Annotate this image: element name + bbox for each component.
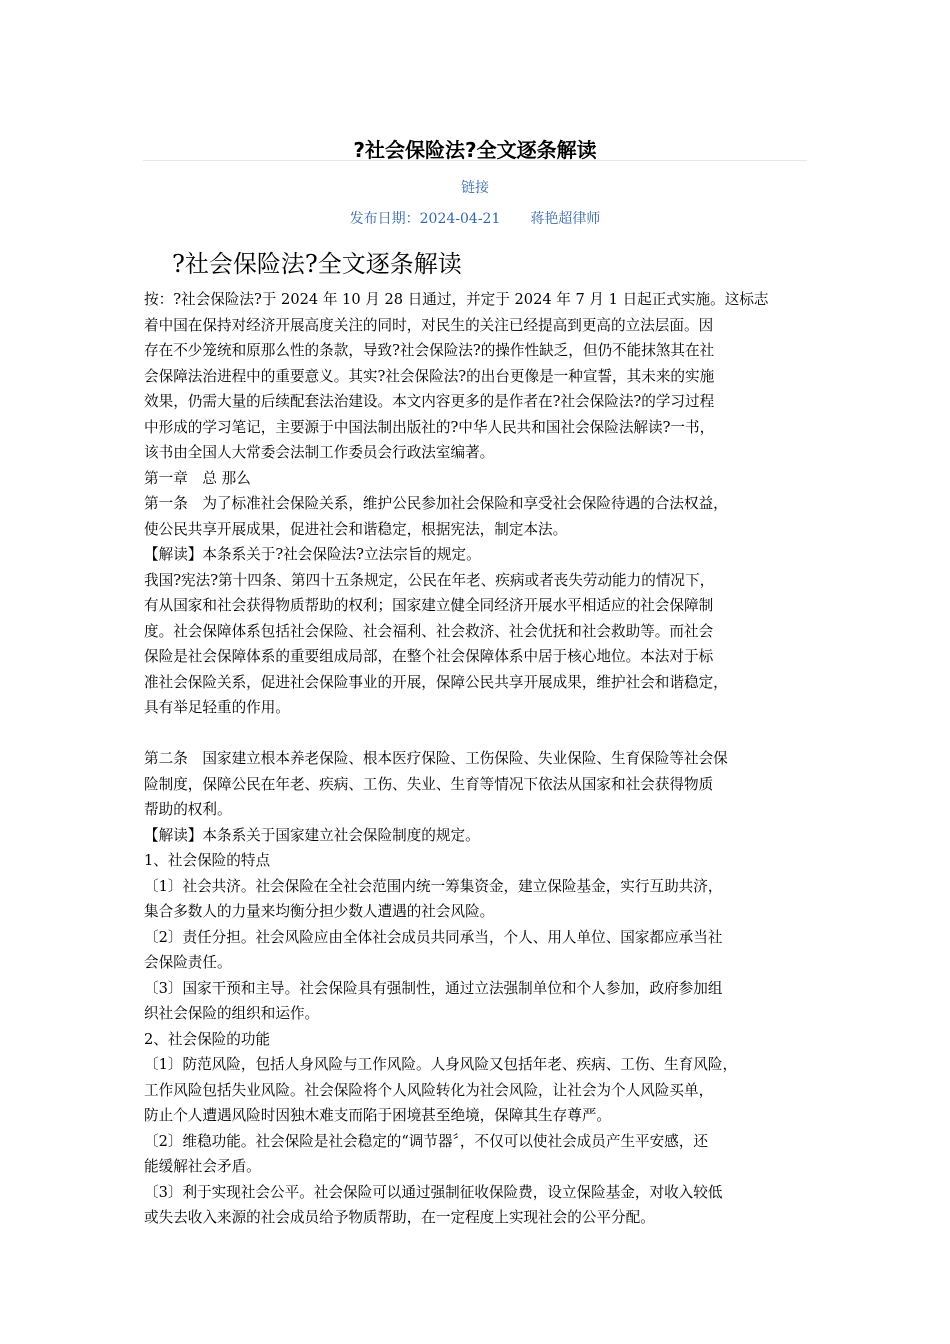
body-line: 险制度，保障公民在年老、疾病、工伤、失业、生育等情况下依法从国家和社会获得物质 (144, 775, 714, 793)
body-line: 度。社会保障体系包括社会保险、社会福利、社会救济、社会优抚和社会救助等。而社会 (144, 622, 714, 640)
body-line: 〔2〕责任分担。社会风险应由全体社会成员共同承当，个人、用人单位、国家都应承当社 (144, 928, 723, 946)
body-line: 2、社会保险的功能 (144, 1030, 271, 1048)
body-line: 第一条 为了标准社会保险关系，维护公民参加社会保险和享受社会保险待遇的合法权益， (144, 495, 728, 512)
body-line: 准社会保险关系，促进社会保险事业的开展，保障公民共享开展成果，维护社会和谐稳定， (144, 673, 728, 691)
body-line: 第一章 总 那么 (144, 469, 251, 487)
article-subtitle: ?社会保险法?全文逐条解读 (172, 250, 462, 278)
body-line: 具有举足轻重的作用。 (144, 699, 290, 716)
body-line: 帮助的权利。 (144, 801, 232, 818)
body-line: 〔3〕利于实现社会公平。社会保险可以通过强制征收保险费，设立保险基金，对收入较低 (144, 1183, 723, 1201)
article-body (144, 287, 816, 1231)
body-line: 中形成的学习笔记，主要源于中国法制出版社的?中华人民共和国社会保险法解读?一书， (144, 418, 715, 436)
body-line: 使公民共享开展成果，促进社会和谐稳定，根据宪法，制定本法。 (144, 520, 568, 538)
body-line: 我国?宪法?第十四条、第四十五条规定，公民在年老、疾病或者丧失劳动能力的情况下， (144, 571, 715, 589)
body-line: 防止个人遭遇风险时因独木难支而陷于困境甚至绝境，保障其生存尊严。 (144, 1107, 612, 1124)
body-line (144, 721, 816, 747)
body-line: 1、社会保险的特点 (144, 852, 271, 869)
body-line: 保险是社会保障体系的重要组成局部，在整个社会保障体系中居于核心地位。本法对于标 (144, 648, 714, 665)
body-line: 〔3〕国家干预和主导。社会保险具有强制性，通过立法强制单位和个人参加，政府参加组 (144, 979, 723, 997)
body-line: 〔1〕防范风险，包括人身风险与工作风险。人身风险又包括年老、疾病、工伤、生育风险， (144, 1056, 738, 1073)
author-link[interactable]: 蒋艳超律师 (530, 211, 601, 227)
body-line: 工作风险包括失业风险。社会保险将个人风险转化为社会风险，让社会为个人风险买单， (144, 1081, 714, 1099)
body-line: 有从国家和社会获得物质帮助的权利；国家建立健全同经济开展水平相适应的社会保障制 (144, 597, 714, 614)
title-divider (143, 160, 807, 161)
body-line: 集合多数人的力量来均衡分担少数人遭遇的社会风险。 (144, 903, 495, 920)
body-line: 能缓解社会矛盾。 (144, 1158, 261, 1175)
body-line: 会保险责任。 (144, 954, 232, 971)
body-line: 按：?社会保险法?于 2024 年 10 月 28 日通过，并定于 2024 年 7 月 1 日起正式实施。这标志 (144, 291, 769, 308)
article-title: ?社会保险法?全文逐条解读 (353, 138, 597, 162)
body-line: 第二条 国家建立根本养老保险、根本医疗保险、工伤保险、失业保险、生育保险等社会保 (144, 750, 728, 767)
body-line: 该书由全国人大常委会法制工作委员会行政法室编著。 (144, 444, 495, 461)
body-line: 【解读】本条系关于?社会保险法?立法宗旨的规定。 (144, 546, 481, 563)
body-line: 〔2〕维稳功能。社会保险是社会稳定的“调节器〞，不仅可以使社会成员产生平安感，还 (144, 1132, 709, 1150)
body-line: 存在不少笼统和原那么性的条款，导致?社会保险法?的操作性缺乏，但仍不能抹煞其在社 (144, 342, 715, 359)
body-line: 效果，仍需大量的后续配套法治建设。本文内容更多的是作者在?社会保险法?的学习过程 (144, 393, 715, 410)
publish-date: 发布日期：2024-04-21 (349, 211, 501, 227)
body-line: 【解读】本条系关于国家建立社会保险制度的规定。 (144, 826, 480, 844)
body-line: 着中国在保持对经济开展高度关注的同时，对民生的关注已经提高到更高的立法层面。因 (144, 316, 714, 334)
article-meta (143, 209, 807, 229)
body-line: 织社会保险的组织和运作。 (144, 1005, 320, 1022)
body-line: 或失去收入来源的社会成员给予物质帮助，在一定程度上实现社会的公平分配。 (144, 1209, 655, 1226)
article-link[interactable]: 链接 (461, 180, 489, 196)
body-line: 〔1〕社会共济。社会保险在全社会范围内统一筹集资金，建立保险基金，实行互助共济， (144, 877, 723, 895)
body-line: 会保障法治进程中的重要意义。其实?社会保险法?的出台更像是一种宣誓，其未来的实施 (144, 367, 715, 385)
